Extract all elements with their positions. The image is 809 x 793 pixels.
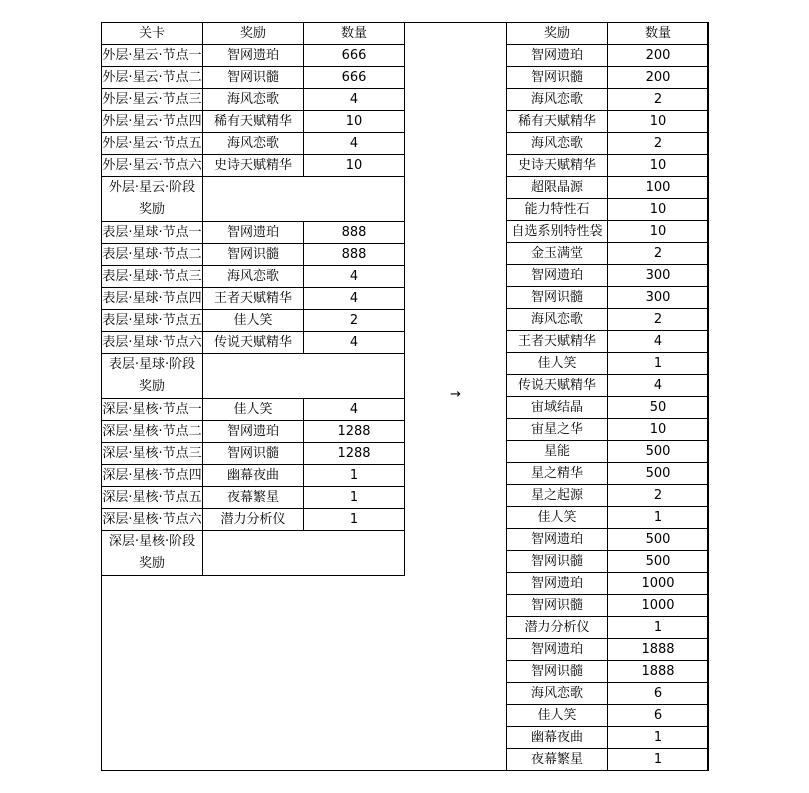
- table-row: [507, 199, 709, 221]
- stage-label-line1: 深层·星核·阶段: [108, 534, 196, 549]
- table-row: [102, 266, 405, 288]
- cell-qty: 1: [608, 727, 709, 749]
- cell-qty: 4: [304, 133, 405, 155]
- table-row: [102, 509, 405, 531]
- cell-reward: 稀有天赋精华: [507, 111, 608, 133]
- cell-reward: 宙域结晶: [507, 397, 608, 419]
- cell-qty: 1000: [608, 573, 709, 595]
- stage-reward-label: [102, 531, 203, 576]
- table-row: [102, 487, 405, 509]
- table-row: [507, 353, 709, 375]
- cell-qty: 1888: [608, 661, 709, 683]
- cell-level: 深层·星核·节点三: [102, 443, 203, 465]
- cell-qty: 500: [608, 463, 709, 485]
- stage-empty-cell: [203, 177, 405, 222]
- table-row: [507, 551, 709, 573]
- cell-reward: 超限晶源: [507, 177, 608, 199]
- cell-qty: 1: [304, 465, 405, 487]
- stage-label-line1: 表层·星球·阶段: [108, 357, 196, 372]
- cell-reward: 金玉满堂: [507, 243, 608, 265]
- table-row: [102, 155, 405, 177]
- cell-reward: 智网遗珀: [507, 529, 608, 551]
- cell-reward: 佳人笑: [203, 399, 304, 421]
- table-row: [507, 573, 709, 595]
- stage-reward-table-body: [102, 23, 405, 576]
- stage-label-line1: 外层·星云·阶段: [108, 180, 196, 195]
- cell-qty: 300: [608, 265, 709, 287]
- table-row: [102, 288, 405, 310]
- cell-level: 外层·星云·节点二: [102, 67, 203, 89]
- cell-reward: 能力特性石: [507, 199, 608, 221]
- table-row: [507, 463, 709, 485]
- table-row: [507, 727, 709, 749]
- cell-qty: 1: [608, 749, 709, 771]
- cell-reward: 潜力分析仪: [507, 617, 608, 639]
- cell-qty: 4: [608, 331, 709, 353]
- cell-reward: 智网遗珀: [507, 265, 608, 287]
- cell-level: 表层·星球·节点一: [102, 222, 203, 244]
- stage-empty-cell: [203, 531, 405, 576]
- table-row: [507, 221, 709, 243]
- cell-qty: 4: [608, 375, 709, 397]
- cell-reward: 稀有天赋精华: [203, 111, 304, 133]
- table-row: [102, 465, 405, 487]
- cell-reward: 星之精华: [507, 463, 608, 485]
- cell-reward: 星之起源: [507, 485, 608, 507]
- table-row: [102, 443, 405, 465]
- cell-reward: 智网遗珀: [203, 421, 304, 443]
- table-row: [507, 89, 709, 111]
- table-row: [507, 331, 709, 353]
- table-row: [507, 265, 709, 287]
- cell-qty: 1: [608, 617, 709, 639]
- stage-label-line2: 奖励: [138, 556, 165, 571]
- cell-qty: 10: [608, 111, 709, 133]
- cell-reward: 智网识髓: [203, 67, 304, 89]
- cell-level: 外层·星云·节点六: [102, 155, 203, 177]
- cell-reward: 海风恋歌: [507, 89, 608, 111]
- cell-level: 表层·星球·节点四: [102, 288, 203, 310]
- cell-level: 外层·星云·节点一: [102, 45, 203, 67]
- cell-reward: 夜幕繁星: [203, 487, 304, 509]
- table-row: [507, 639, 709, 661]
- cell-qty: 2: [608, 243, 709, 265]
- cell-reward: 王者天赋精华: [203, 288, 304, 310]
- table-row: [507, 287, 709, 309]
- table-row: [102, 133, 405, 155]
- cell-qty: 1: [608, 353, 709, 375]
- cell-qty: 10: [608, 419, 709, 441]
- stage-empty-cell: [203, 354, 405, 399]
- cell-qty: 1888: [608, 639, 709, 661]
- table-row: [507, 617, 709, 639]
- table-row: [102, 421, 405, 443]
- table-row: [102, 332, 405, 354]
- cell-qty: 1288: [304, 443, 405, 465]
- cell-qty: 888: [304, 244, 405, 266]
- cell-reward: 史诗天赋精华: [203, 155, 304, 177]
- cell-qty: 1: [304, 487, 405, 509]
- cell-reward: 传说天赋精华: [203, 332, 304, 354]
- cell-level: 深层·星核·节点一: [102, 399, 203, 421]
- cell-qty: 1000: [608, 595, 709, 617]
- cell-reward: 幽幕夜曲: [507, 727, 608, 749]
- cell-level: 深层·星核·节点四: [102, 465, 203, 487]
- cell-qty: 2: [608, 485, 709, 507]
- table-row: [102, 222, 405, 244]
- stage-reward-table: [101, 22, 405, 576]
- cell-reward: 智网遗珀: [507, 573, 608, 595]
- cell-qty: 1: [304, 509, 405, 531]
- cell-qty: 10: [608, 199, 709, 221]
- table-row: [507, 529, 709, 551]
- cell-level: 外层·星云·节点四: [102, 111, 203, 133]
- cell-qty: 6: [608, 683, 709, 705]
- cell-reward: 智网识髓: [203, 244, 304, 266]
- cell-qty: 2: [304, 310, 405, 332]
- cell-level: 表层·星球·节点六: [102, 332, 203, 354]
- cell-qty: 1288: [304, 421, 405, 443]
- cell-reward: 夜幕繁星: [507, 749, 608, 771]
- table-row: [507, 683, 709, 705]
- cell-reward: 幽幕夜曲: [203, 465, 304, 487]
- cell-qty: 2: [608, 133, 709, 155]
- table-row: [102, 45, 405, 67]
- cell-reward: 星能: [507, 441, 608, 463]
- header-qty: 数量: [608, 23, 709, 45]
- cell-reward: 智网识髓: [203, 443, 304, 465]
- table-row: [507, 485, 709, 507]
- table-row: [507, 507, 709, 529]
- cell-reward: 智网遗珀: [203, 222, 304, 244]
- table-row: [102, 111, 405, 133]
- cell-reward: 海风恋歌: [507, 133, 608, 155]
- cell-qty: 4: [304, 332, 405, 354]
- stage-reward-label: [102, 354, 203, 399]
- cell-qty: 4: [304, 288, 405, 310]
- table-row: [507, 243, 709, 265]
- cell-qty: 4: [304, 89, 405, 111]
- table-row: [507, 661, 709, 683]
- cell-reward: 海风恋歌: [203, 133, 304, 155]
- cell-qty: 4: [304, 399, 405, 421]
- cell-reward: 海风恋歌: [203, 89, 304, 111]
- header-row: [102, 23, 405, 45]
- stage-label-line2: 奖励: [138, 379, 165, 394]
- cell-reward: 王者天赋精华: [507, 331, 608, 353]
- table-row: [507, 419, 709, 441]
- cell-reward: 海风恋歌: [507, 309, 608, 331]
- cell-qty: 2: [608, 89, 709, 111]
- cell-reward: 传说天赋精华: [507, 375, 608, 397]
- cell-qty: 666: [304, 45, 405, 67]
- cell-qty: 10: [608, 155, 709, 177]
- header-level: 关卡: [102, 23, 203, 45]
- cell-reward: 智网遗珀: [507, 639, 608, 661]
- table-row: [102, 310, 405, 332]
- cell-reward: 海风恋歌: [507, 683, 608, 705]
- cell-qty: 10: [304, 155, 405, 177]
- table-row: [507, 397, 709, 419]
- table-row: [507, 177, 709, 199]
- table-row: [507, 155, 709, 177]
- table-row: [507, 309, 709, 331]
- cell-qty: 888: [304, 222, 405, 244]
- arrow-icon: →: [450, 387, 461, 402]
- cell-level: 外层·星云·节点三: [102, 89, 203, 111]
- stage-label-line2: 奖励: [138, 202, 165, 217]
- table-row: [507, 705, 709, 727]
- cell-qty: 200: [608, 45, 709, 67]
- cell-qty: 666: [304, 67, 405, 89]
- cell-reward: 智网遗珀: [507, 45, 608, 67]
- cell-qty: 500: [608, 551, 709, 573]
- table-row: [102, 399, 405, 421]
- cell-reward: 宙星之华: [507, 419, 608, 441]
- header-reward: 奖励: [203, 23, 304, 45]
- cell-reward: 自选系别特性袋: [507, 221, 608, 243]
- header-reward: 奖励: [507, 23, 608, 45]
- header-row: [507, 23, 709, 45]
- cell-reward: 智网识髓: [507, 551, 608, 573]
- merged-reward-table: [506, 22, 709, 771]
- cell-level: 深层·星核·节点二: [102, 421, 203, 443]
- cell-reward: 佳人笑: [507, 353, 608, 375]
- cell-qty: 200: [608, 67, 709, 89]
- cell-qty: 10: [608, 221, 709, 243]
- table-row: [102, 67, 405, 89]
- cell-qty: 500: [608, 529, 709, 551]
- table-row: [507, 133, 709, 155]
- stage-reward-label: [102, 177, 203, 222]
- cell-qty: 2: [608, 309, 709, 331]
- cell-qty: 6: [608, 705, 709, 727]
- table-row: [507, 441, 709, 463]
- cell-level: 深层·星核·节点六: [102, 509, 203, 531]
- cell-reward: 智网遗珀: [203, 45, 304, 67]
- cell-level: 深层·星核·节点五: [102, 487, 203, 509]
- cell-level: 表层·星球·节点三: [102, 266, 203, 288]
- merged-reward-table-body: [507, 23, 709, 771]
- cell-qty: 500: [608, 441, 709, 463]
- cell-reward: 智网识髓: [507, 287, 608, 309]
- cell-qty: 100: [608, 177, 709, 199]
- table-row: [507, 45, 709, 67]
- cell-level: 外层·星云·节点五: [102, 133, 203, 155]
- cell-reward: 佳人笑: [203, 310, 304, 332]
- header-qty: 数量: [304, 23, 405, 45]
- cell-qty: 1: [608, 507, 709, 529]
- cell-reward: 智网识髓: [507, 67, 608, 89]
- cell-reward: 佳人笑: [507, 705, 608, 727]
- table-row: [507, 595, 709, 617]
- cell-reward: 潜力分析仪: [203, 509, 304, 531]
- cell-qty: 10: [304, 111, 405, 133]
- table-row: [507, 67, 709, 89]
- table-row: [102, 244, 405, 266]
- cell-reward: 智网识髓: [507, 595, 608, 617]
- table-row: [507, 375, 709, 397]
- table-row: [507, 111, 709, 133]
- cell-reward: 海风恋歌: [203, 266, 304, 288]
- cell-qty: 4: [304, 266, 405, 288]
- cell-level: 表层·星球·节点五: [102, 310, 203, 332]
- cell-qty: 50: [608, 397, 709, 419]
- cell-reward: 佳人笑: [507, 507, 608, 529]
- table-row: [507, 749, 709, 771]
- cell-qty: 300: [608, 287, 709, 309]
- cell-reward: 智网识髓: [507, 661, 608, 683]
- table-row: [102, 89, 405, 111]
- cell-reward: 史诗天赋精华: [507, 155, 608, 177]
- cell-level: 表层·星球·节点二: [102, 244, 203, 266]
